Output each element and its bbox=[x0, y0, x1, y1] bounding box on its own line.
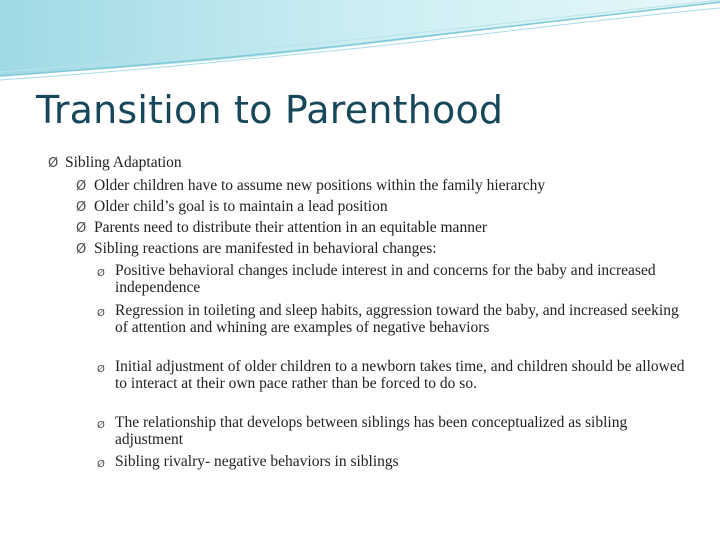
bullet-item-level3 bbox=[97, 302, 687, 336]
bullet-text: Sibling rivalry- negative behaviors in siblings bbox=[115, 453, 399, 470]
arrow-bullet-icon: Ø bbox=[97, 420, 105, 431]
bullet-text: Sibling reactions are manifested in behavioral changes: bbox=[94, 240, 437, 257]
arrow-bullet-icon: Ø bbox=[76, 221, 87, 236]
arrow-bullet-icon: Ø bbox=[97, 364, 105, 375]
bullet-item-level2 bbox=[76, 177, 545, 194]
bullet-item-level2 bbox=[76, 240, 437, 257]
bullet-item-level3 bbox=[97, 262, 687, 296]
bullet-item-level3 bbox=[97, 414, 687, 448]
bullet-item-level1 bbox=[48, 154, 182, 171]
bullet-text: Sibling Adaptation bbox=[65, 154, 182, 171]
arrow-bullet-icon: Ø bbox=[76, 242, 87, 257]
arrow-bullet-icon: Ø bbox=[76, 200, 87, 215]
arrow-bullet-icon: Ø bbox=[76, 179, 87, 194]
bullet-text: Initial adjustment of older children to a newborn takes time, and children should be allowed to interact at their own pace rather than be forced to do so. bbox=[115, 358, 685, 392]
bullet-item-level2 bbox=[76, 219, 487, 236]
bullet-text: Positive behavioral changes include interest in and concerns for the baby and increased independence bbox=[115, 262, 656, 296]
arrow-bullet-icon: Ø bbox=[97, 459, 105, 470]
slide-title: Transition to Parenthood bbox=[36, 88, 504, 132]
bullet-text: Regression in toileting and sleep habits, aggression toward the baby, and increased seeking of attention and whining are examples of negative behaviors bbox=[115, 302, 679, 336]
arrow-bullet-icon: Ø bbox=[97, 308, 105, 319]
decorative-wave-banner bbox=[0, 0, 720, 90]
bullet-item-level2 bbox=[76, 198, 388, 215]
bullet-item-level3 bbox=[97, 358, 687, 392]
bullet-text: Older child’s goal is to maintain a lead position bbox=[94, 198, 388, 215]
arrow-bullet-icon: Ø bbox=[97, 268, 105, 279]
bullet-item-level3 bbox=[97, 453, 687, 470]
arrow-bullet-icon: Ø bbox=[48, 156, 59, 171]
bullet-text: Parents need to distribute their attention in an equitable manner bbox=[94, 219, 487, 236]
bullet-text: Older children have to assume new positions within the family hierarchy bbox=[94, 177, 546, 194]
bullet-text: The relationship that develops between siblings has been conceptualized as sibling adjustment bbox=[115, 414, 628, 448]
